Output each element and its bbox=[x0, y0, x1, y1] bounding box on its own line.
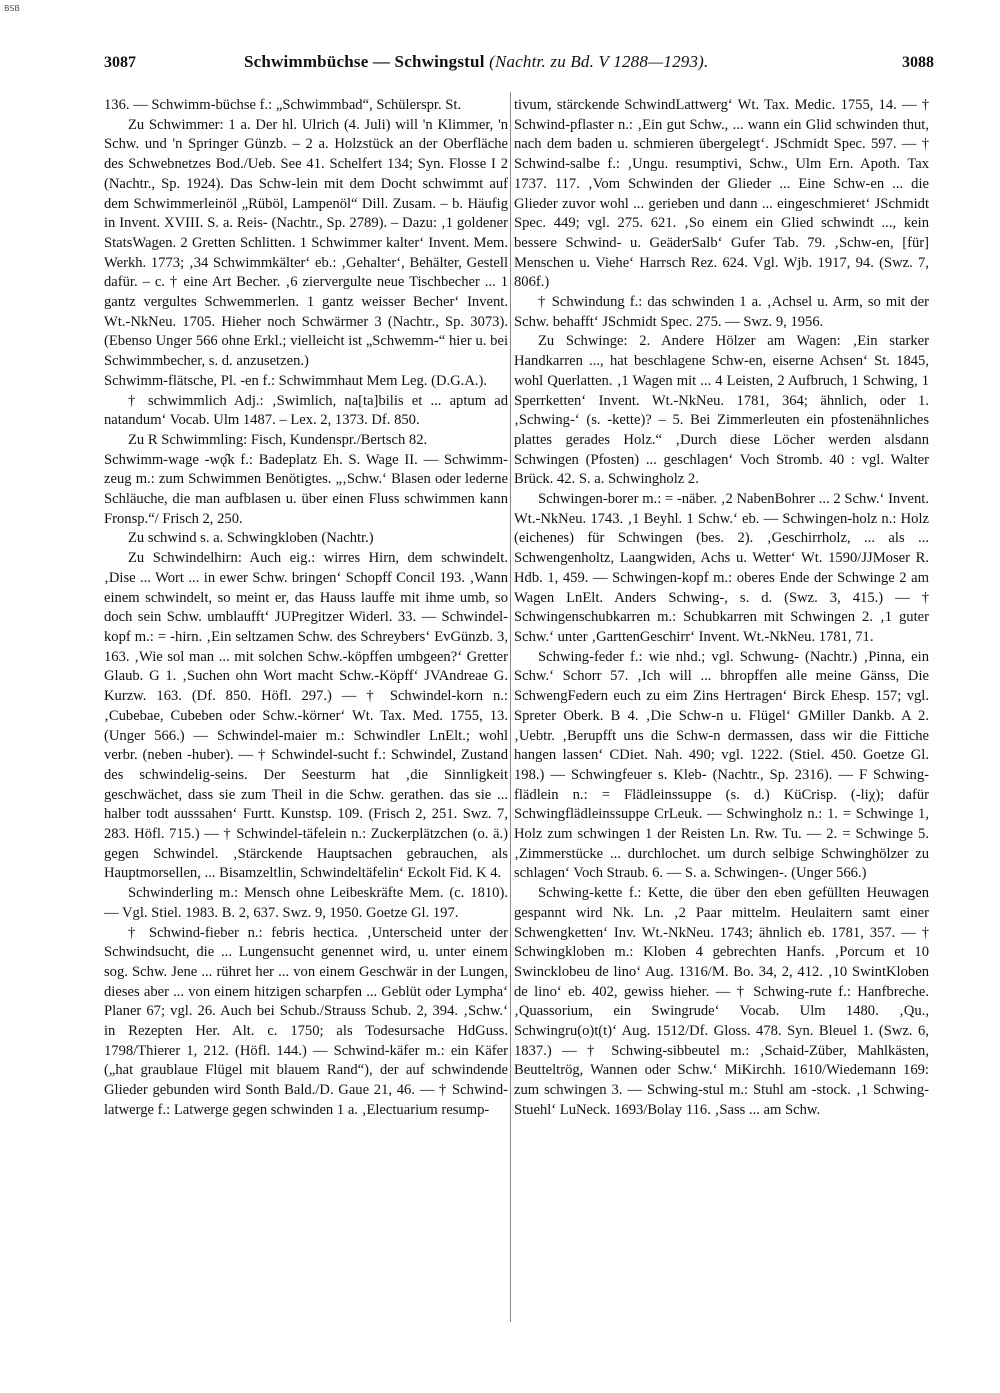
entry-schwind: Zu schwind s. a. Schwingkloben (Nachtr.) bbox=[128, 530, 374, 547]
entry-schwimmwage: Schwimm-wage -wǫ̂k f.: Badeplatz Eh. S. Wage II. — Schwimm-zeug m.: zum Schwimmen Benötigtes. „‚Schw.‘ Blasen oder lederne Schläuche, die man aufblasen u. über einen Fluss schwimmen kann Fronsp.“/ Frisch 2, 250. bbox=[104, 451, 508, 527]
running-header bbox=[104, 48, 934, 76]
running-title bbox=[244, 52, 708, 72]
entry-schwingkette: Schwing-kette f.: Kette, die über den eben gefüllten Heuwagen gespannt wird Nk. Ln. ‚2 Paar mittelm. Heulaitern samt einer Schwengketten‘ Inv. Wt.-NkNeu. 1743; ähnlich eb. 1781, 357. — † Schwingkloben m.: Kloben 4 gebrechten Hanfs. ‚Porcum et 10 Swincklobeu de lino‘ Aug. 1316/M. Bo. 34, 2, 412. ‚10 SwintKloben de lino‘ eb. 402, gewiss hieher. — † Schwing-rute f.: Hanfbreche. ‚Quassorium, ein Swingrude‘ Vocab. Ulm 1480. ‚Qu., Schwingru(o)t(t)‘ Aug. 1512/Df. Gloss. 478. Syn. Bleuel 1. (Swz. 6, 1837.) — † Schwing-sibbeutel m.: ‚Schaid-Züber, Mahlkästen, Beutteltrög, Wannen oder Schw.‘ MiKirchh. 1610/Wiedemann 169: zum schwingen 3. — Schwing-stul m.: Stuhl am -stock. ‚1 Schwing-Stuehl‘ LuNeck. 1693/Bolay 116. ‚Sass ... am Schw. bbox=[514, 885, 929, 1118]
right-column bbox=[514, 96, 929, 1121]
entry-schwimmflaetsche: Schwimm-flätsche, Pl. -en f.: Schwimmhaut Mem Leg. (D.G.A.). bbox=[104, 372, 488, 389]
entry-schwimmling: Zu R Schwimmling: Fisch, Kundenspr./Bertsch 82. bbox=[128, 431, 428, 448]
entry-schwinderling: Schwinderling m.: Mensch ohne Leibeskräfte Mem. (c. 1810). — Vgl. Stiel. 1983. B. 2, 637. Swz. 9, 1950. Goetze Gl. 197. bbox=[104, 885, 508, 921]
entry-schwinge: Zu Schwinge: 2. Andere Hölzer am Wagen: ‚Ein starker Handkarren ..., hat beschlagene Schw-en, eiserne Achsen‘ St. 1845, wohl Querlatten. ‚1 Wagen mit ... 4 Leisten, 2 Aufbruch, 1 Schwing, 1 Sperrketten‘ Invent. Wt.-NkNeu. 1781, 364; ähnlich, oder 1. ‚Schwing-‘ (s. -kette)? – 5. Bei Zimmerleuten ein pfostenähnliches plattes gerades Holz.“ ‚Durch diese Löcher werden alsdann Schwingen (Pfosten) ... geschlagen‘ Voch Stromb. 40 : vgl. Walter Brück. 42. S. a. Schwingholz 2. bbox=[514, 333, 929, 488]
entry-schwimmer: Zu Schwimmer: 1 a. Der hl. Ulrich (4. Juli) will 'n Klimmer, 'n Schw. und 'n Springer Günzb. – 2 a. Holzstück an der Oberfläche des Schwebnetzes Bod./Ueb. See 41. Schelfert 134; Syn. Flosse I 2 (Nachtr., Sp. 1924). Das Schw-lein mit dem Docht schwimmt auf dem Schwimmerleinöl „Rüböl, Lampenöl“ Dill. Zusam. – b. Häufig in Invent. XVIII. S. a. Reis- (Nachtr., Sp. 2789). – Dazu: ‚1 goldener StatsWagen. 2 Gretten Schlitten. 1 Schwimmer kalter‘ Invent. Mem. Werkh. 1773; ‚34 Schwimmkälter‘ eb.: ‚Gehalter‘, Behälter, Gestell dafür. – c. † eine Art Becher. ‚6 ziervergulte neue Tischbecher ... 1 gantz vergultes Schwemmerlen. 1 gantz weisser Becher‘ Invent. Wt.-NkNeu. 1705. Hieher noch Schwärmer 3 (Nachtr., Sp. 3073). (Ebenso Unger 566 ohne Erkl.; vielleicht ist „Schwemm-“ hier u. bei Schwimmbecher, s. d. anzusetzen.) bbox=[104, 116, 508, 370]
column-divider bbox=[510, 92, 511, 1322]
running-title-headwords: Schwimmbüchse — Schwingstul bbox=[244, 52, 485, 71]
entry-schwindelhirn: Zu Schwindelhirn: Auch eig.: wirres Hirn, dem schwindelt. ‚Dise ... Wort ... in ewer Schw. bringen‘ Schopff Concil 193. ‚Wann einem schwindelt, so meint er, das Hauss lauffe mit ihme umb, so doch sein Schw. umblaufft‘ JUPregitzer Widerl. 33. — Schwindel-kopf m.: = -hirn. ‚Ein seltzamen Schw. des Schreybers‘ EvGünzb. 3, 163. ‚Wie sol man ... mit solchen Schw.-köpffen umbgeen?‘ Gretter Glaub. G 1. ‚Suchen ohn Wort macht Schw.-Köpff‘ JVAndreae G. Kurzw. 163. (Df. 850. Höfl. 297.) — † Schwindel-korn n.: ‚Cubebae, Cubeben oder Schw.-körner‘ Wt. Tax. Med. 1755, 13. (Unger 566.) — Schwindel-maier m.: Schwindler LnElt.; wohl verbr. (neben -huber). — † Schwindel-sucht f.: Schwindel, Zustand des schwindelig-seins. Der Seesturm hat ‚die Sinnligkeit geschwächet, dass sie zum Theil in die Schw. gerathen. das sie ... halber todt ausssahen‘ Furtt. Kunstsp. 109. (Frisch 2, 251. Swz. 7, 283. Höfl. 715.) — † Schwindel-täfelein n.: Zuckerplätzchen (o. ä.) gegen Schwindel. ‚Stärckende Hauptsachen gebrauchen, als Hauptmorsellen, ... Bisamzeltlin, Schwindeltäfelin‘ Eckolt Fid. K 4. bbox=[104, 550, 508, 882]
entry-schwimmlich: † schwimmlich Adj.: ‚Swimlich, na[ta]bilis et ... aptum ad natandum‘ Vocab. Ulm 1487. – Lex. 2, 1373. Df. 850. bbox=[104, 392, 508, 429]
page-number-right: 3088 bbox=[902, 54, 934, 71]
entry-schwindfieber: † Schwind-fieber n.: febris hectica. ‚Unterscheid unter der Schwindsucht, die ... Lungensucht genennet wird, u. unter einem sog. Schw. Jene ... rühret her ... von einem Geschwär in der Lungen, dieses aber ... von einem hitzigen scharpfen ... Geblüt oder Lympha‘ Planer 67; vgl. 26. Auch bei Schub./Strauss Schub. 2, 394. ‚Schw.‘ in Rezepten Her. Alt. c. 1750; als Todesursache HdGuss. 1798/Thierer 1, 212. (Höfl. 144.) — Schwind-käfer m.: ein Käfer („hat graublaue Flügel mit blauem Rand“), der auf schwindende Glieder gebunden wird Sonth Bald./D. Gaue 21, 46. — † Schwind-latwerge f.: Latwerge gegen schwinden 1 a. ‚Electuarium resump- bbox=[104, 924, 508, 1118]
entry-schwindlatwerge-cont: tivum, stärckende SchwindLattwerg‘ Wt. Tax. Medic. 1755, 14. — † Schwind-pflaster n.: ‚Ein gut Schw., ... wann ein Glid schwinden thut, nach dem baden u. schmieren übergelegt‘. JSchmidt Spec. 597. — † Schwind-salbe f.: ‚Ungu. resumptivi, Schw., Ulm Ern. Apoth. Tax 1737. 117. ‚Vom Schwinden der Glieder ... Eine Schw-en ... die Glieder zuvor wohl ... gerieben und dann ... eingeschmieret‘ JSchmidt Spec. 449; vgl. 275. 621. ‚So einem ein Glied schwindt ..., kein bessere Schwind- u. GeäderSalb‘ Gufer Tab. 79. ‚Schw-en, [für] Menschen u. Viehe‘ Harrsch Rez. 624. Vgl. Wjb. 1917, 94. (Swz. 7, 806f.) bbox=[514, 97, 929, 291]
entry-schwingenborer: Schwingen-borer m.: = -näber. ‚2 NabenBohrer ... 2 Schw.‘ Invent. Wt.-NkNeu. 1743. ‚1 Beyhl. 1 Schw.‘ eb. — Schwingen-holz n.: Holz (eichenes) für Schwingen (bes. 2). ‚Geschirrholz, ... als ... Schwengenholtz, Laangwiden, Achs u. Wetter‘ Wt. 1590/JJMoser R. Hdb. 1, 459. — Schwingen-kopf m.: oberes Ende der Schwinge 2 am Wagen LnElt. Anders Schwing-, s. d. (Swz. 3, 415.) — † Schwingenschubkarren m.: Schubkarren mit Schwingen 2. ‚1 guter Schw.‘ unter ‚GarttenGeschirr‘ Invent. Wt.-NkNeu. 1781, 71. bbox=[514, 491, 929, 645]
page-number-left: 3087 bbox=[104, 54, 136, 71]
entry-schwimmbuechse: 136. — Schwimm-büchse f.: „Schwimmbad“, Schülerspr. St. bbox=[104, 97, 462, 113]
entry-schwindung: † Schwindung f.: das schwinden 1 a. ‚Achsel u. Arm, so mit der Schw. behafft‘ JSchmidt Spec. 275. — Swz. 9, 1956. bbox=[514, 294, 929, 330]
entry-schwingfeder: Schwing-feder f.: wie nhd.; vgl. Schwung- (Nachtr.) ‚Pinna, ein Schw.‘ Schorr 57. ‚Ich will ... bhropffen alle meine Gänss, Die SchwengFedern euch zu eim Zins Hertragen‘ Birck Ehesp. 157; vgl. Spreter Oberk. B 4. ‚Die Schw-n u. Flügel‘ GMiller Dankb. A 2. ‚Uebtr. ‚Berupfft uns die Schw-n dermassen, dass wir die Fittiche hangen lassen‘ CDiet. Nah. 490; vgl. 1222. (Stiel. 450. Goetze Gl. 198.) — Schwingfeuer s. Kleb- (Nachtr., Sp. 2316). — F Schwing-flädlein n.: = Flädleinssuppe (s. d.) KüCrisp. (-liχ); dafür Schwingflädleinssuppe CrLeuk. — Schwingholz n.: 1. = Schwinge 1, Holz zum schwingen 1 der Reisten Ln. Rw. Tu. — 2. = Schwinge 5. ‚Zimmerstücke ... durchlochet. um durch selbige Schwinghölzer zu schlagen‘ Voch Straub. 6. — S. a. Schwingen-. (Unger 566.) bbox=[514, 648, 929, 882]
running-title-note: (Nachtr. zu Bd. V 1288—1293). bbox=[489, 52, 709, 71]
left-column bbox=[104, 96, 508, 1121]
library-stamp: BSB bbox=[4, 4, 20, 13]
